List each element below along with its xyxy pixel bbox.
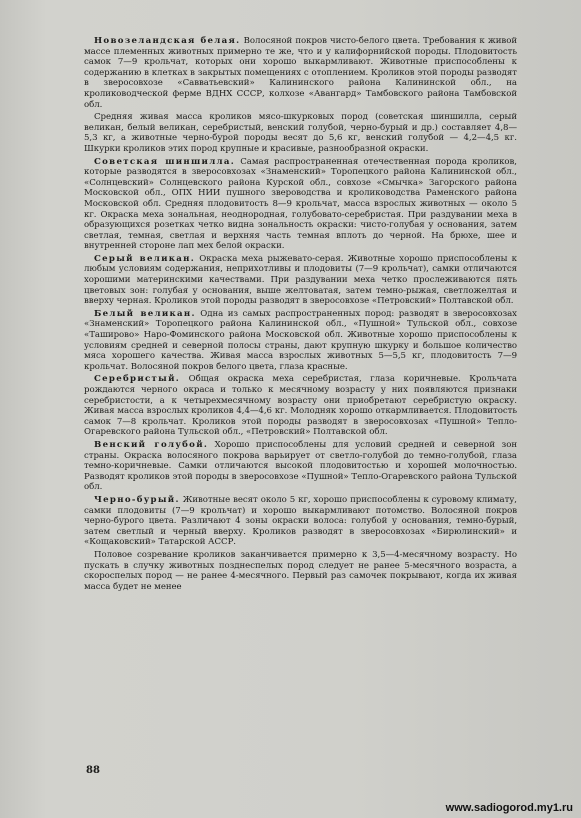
- paragraph-soviet-chinchilla: [84, 157, 517, 252]
- paragraph-text: Волосяной покров чисто-белого цвета. Требования к живой массе племенных животных примерно те же, что и у калифорнийской породы. Плодовитость самок 7—9 крольчат, которых они хорошо выкармливают. Животные приспособлены к содержанию в клетках в закрытых помещениях с отоплением. Кроликов этой породы разводят в зверосовхозе «Савватьевский» Калининского района Калининской обл., на кролиководческой ферме ВДНХ СССР, колхозе «Авангард» Тамбовского района Тамбовской обл.: [84, 36, 517, 110]
- breed-term: Серый великан.: [94, 253, 196, 264]
- site-watermark: www.sadiogorod.my1.ru: [445, 802, 573, 814]
- paragraph-white-giant: [84, 309, 517, 373]
- paragraph-silver: [84, 374, 517, 438]
- page-number: 88: [86, 765, 100, 776]
- paragraph-text: Самая распространенная отечественная порода кроликов, которые разводятся в зверосовхозах «Знаменский» Торопецкого района Калининской обл., «Солнцевский» Солнцевского района Курской обл., совхозе «Смычка» Загорского района Московской обл., ОПХ НИИ пушного звероводства и кролиководства Раменского района Московской обл. Средняя плодовитость 8—9 крольчат, масса взрослых животных — около 5 кг. Окраска меха зональная, неоднородная, голубовато-серебристая. При раздувании меха в образующихся розетках четко видна зональность окраски: чисто-голубая у основания, затем светлая, темная, светлая и верхняя часть темная вплоть до черной. На брюхе, шее и внутренней стороне лап мех белой окраски.: [84, 156, 517, 252]
- page-text: [84, 36, 517, 594]
- breed-term: Черно-бурый.: [94, 494, 180, 505]
- paragraph-grey-giant: [84, 254, 517, 307]
- paragraph-sexual-maturity: [84, 550, 517, 592]
- breed-term: Советская шиншилла.: [94, 156, 236, 167]
- paragraph-text: Половое созревание кроликов заканчивается примерно к 3,5—4-месячному возрасту. Но пускать в случку животных позднеспелых пород следует не ранее 5-месячного возраста, а скороспелых пород — не ранее 4-месячного. Первый раз самочек покрывают, когда их живая масса будет не менее: [84, 549, 517, 592]
- paragraph-text: Хорошо приспособлены для условий средней и северной зон страны. Окраска волосяного покрова варьирует от светло-голубой до темно-голубой, глаза темно-коричневые. Самки отличаются высокой плодовитостью и хорошей молочностью. Разводят кроликов этой породы в зверосовхозе «Пушной» Тепло-Огаревского района Тульской обл.: [84, 439, 517, 493]
- breed-term: Новозеландская белая.: [94, 36, 241, 46]
- breed-term: Венский голубой.: [94, 439, 209, 450]
- paragraph-new-zealand-white: [84, 36, 517, 110]
- paragraph-text: Животные весят около 5 кг, хорошо приспособлены к суровому климату, самки плодовиты (7—9 крольчат) и хорошо выкармливают потомство. Волосяной покров черно-бурого цвета. Различают 4 зоны окраски волоса: голубой у основания, темно-бурый, затем светлый и черный вверху. Кроликов разводят в зверосовхозах «Бирюлинский» и «Кощаковский» Татарской АССР.: [84, 494, 517, 548]
- paragraph-meat-fur-breeds: [84, 112, 517, 154]
- paragraph-vienna-blue: [84, 440, 517, 493]
- paragraph-text: Окраска меха рыжевато-серая. Животные хорошо приспособлены к любым условиям содержания, неприхотливы и плодовиты (7—9 крольчат), самки отличаются хорошими материнскими качествами. При раздувании меха четко прослеживаются пять цветовых зон: голубая у основания, выше желтоватая, затем темно-рыжая, светложелтая и вверху черная. Кроликов этой породы разводят в зверосовхозе «Петровский» Полтавской обл.: [84, 253, 517, 307]
- paragraph-text: Одна из самых распространенных пород: разводят в зверосовхозах «Знаменский» Торопецкого района Калининской обл., «Пушной» Тульской обл., совхозе «Таширово» Наро-Фоминского района Московской обл. Животные хорошо приспособлены к условиям средней и северной полосы страны, дают крупную шкурку и большое количество мяса хорошего качества. Живая масса взрослых животных 5—5,5 кг, плодовитость 7—9 крольчат. Волосяной покров белого цвета, глаза красные.: [84, 308, 517, 372]
- breed-term: Белый великан.: [94, 308, 196, 319]
- paragraph-text: Средняя живая масса кроликов мясо-шкурковых пород (советская шиншилла, серый великан, белый великан, серебристый, венский голубой, черно-бурый и др.) составляет 4,8—5,3 кг, а животные черно-бурой породы весят до 5,6 кг, венский голубой — 4,2—4,5 кг. Шкурки кроликов этих пород крупные и красивые, разнообразной окраски.: [84, 112, 517, 154]
- paragraph-black-brown: [84, 495, 517, 548]
- breed-term: Серебристый.: [94, 374, 181, 385]
- paragraph-text: Общая окраска меха серебристая, глаза коричневые. Крольчата рождаются черного окраса и только к месячному возрасту у них появляются признаки серебристости, а к четырехмесячному возрасту они приобретают серебристую окраску. Живая масса взрослых кроликов 4,4—4,6 кг. Молодняк хорошо откармливается. Плодовитость самок 7—8 крольчат. Кроликов этой породы разводят в зверосовхозах «Пушной» Тепло-Огаревского района Тульской обл., «Петровский» Полтавской обл.: [84, 374, 517, 438]
